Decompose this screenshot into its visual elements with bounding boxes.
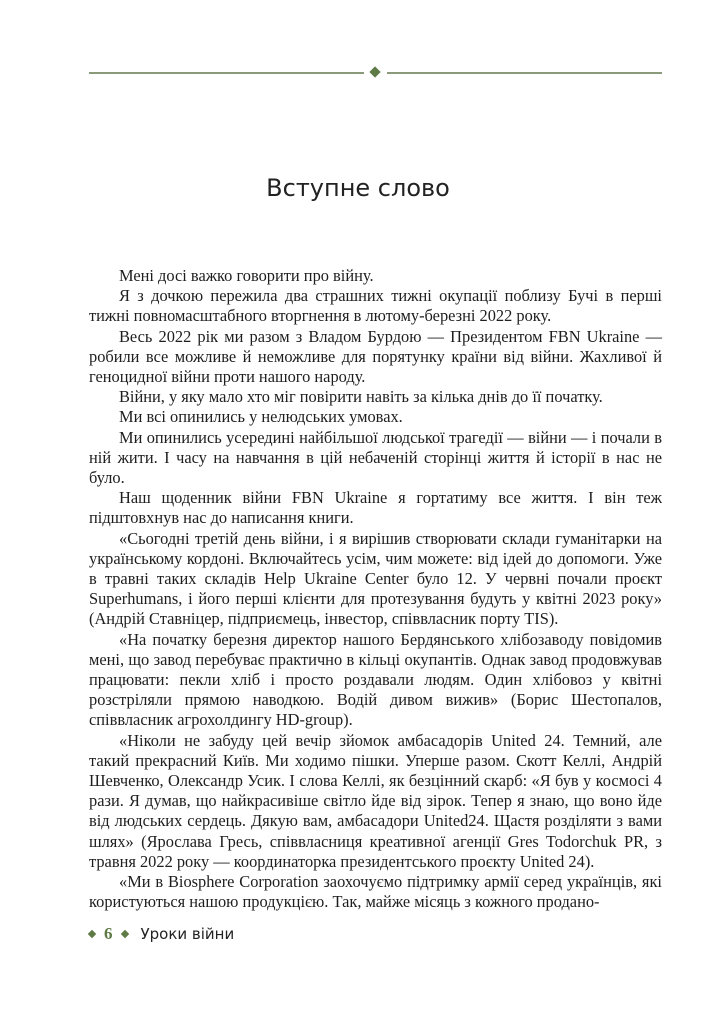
diamond-bullet-icon bbox=[120, 930, 128, 938]
paragraph: Весь 2022 рік ми разом з Владом Бурдою — Президентом FBN Ukraine — робили все можливе й неможливе для порятунку країни від війни. Жахливої й геноцидної війни проти нашого народу. bbox=[89, 326, 662, 387]
paragraph: Наш щоденник війни FBN Ukraine я гортатиму все життя. І він теж підштовхнув нас до написання книги. bbox=[89, 488, 662, 528]
diamond-ornament-icon bbox=[369, 66, 380, 77]
body-text bbox=[89, 266, 662, 913]
rule-line-left bbox=[89, 72, 364, 74]
top-ornament-rule bbox=[89, 72, 662, 74]
paragraph: «Сьогодні третій день війни, і я вирішив створювати склади гуманітарки на українському кордоні. Включайтесь усім, чим можете: від ідей до допомоги. Уже в травні таких складів Help Ukraine Center було 12. У червні почали проєкт Superhumans, і його перші клієнти для протезування будуть у квітні 2023 року» (Андрій Ставніцер, підприємець, інвестор, співвласник порту TIS). bbox=[89, 528, 662, 629]
paragraph: Мені досі важко говорити про війну. bbox=[119, 266, 374, 285]
paragraph: Війни, у яку мало хто міг повірити навіть за кілька днів до її початку. bbox=[119, 387, 603, 407]
paragraph: Ми опинились усередині найбільшої людської трагедії — війни — і почали в ній жити. І часу на навчання в цій небаченій сторінці життя й історії в нас не було. bbox=[89, 427, 662, 488]
paragraph: «Ніколи не забуду цей вечір зйомок амбасадорів United 24. Темний, але такий прекрасний Київ. Ми ходимо пішки. Уперше разом. Скотт Келлі, Андрій Шевченко, Олександр Усик. І слова Келлі, як безцінний скарб: «Я був у космосі 4 рази. Я думав, що найкрасивіше світло йде від зірок. Тепер я знаю, що воно йде від людських сердець. Дякую вам, амбасадори United24. Щастя розділяти з вами шлях» (Ярослава Гресь, співвласниця креативної агенції Gres Todorchuk PR, з травня 2022 року — координаторка президентського проєкту United 24). bbox=[89, 730, 662, 871]
rule-line-right bbox=[387, 72, 662, 74]
running-title: Уроки війни bbox=[140, 925, 235, 943]
paragraph: Ми всі опинились у нелюдських умовах. bbox=[119, 407, 403, 427]
diamond-bullet-icon bbox=[88, 930, 96, 938]
chapter-heading: Вступне слово bbox=[266, 174, 450, 202]
paragraph: «На початку березня директор нашого Бердянського хлібозаводу повідомив мені, що завод перебуває практично в кільці окупантів. Однак завод продовжував працювати: пекли хліб і просто роздавали людям. Один хлібовоз у квітні розстріляли прямою наводкою. Водій дивом вижив» (Борис Шестопалов, співвласник агрохолдингу HD-group). bbox=[89, 629, 662, 730]
paragraph: «Ми в Biosphere Corporation заохочуємо підтримку армії серед українців, які користуються нашою продукцією. Так, майже місяць з кожного продано- bbox=[89, 872, 662, 912]
page-footer bbox=[89, 923, 234, 945]
paragraph: Я з дочкою пережила два страшних тижні окупації поблизу Бучі в перші тижні повномасштабного вторгнення в лютому-березні 2022 року. bbox=[89, 286, 662, 326]
page-number: 6 bbox=[104, 924, 113, 943]
